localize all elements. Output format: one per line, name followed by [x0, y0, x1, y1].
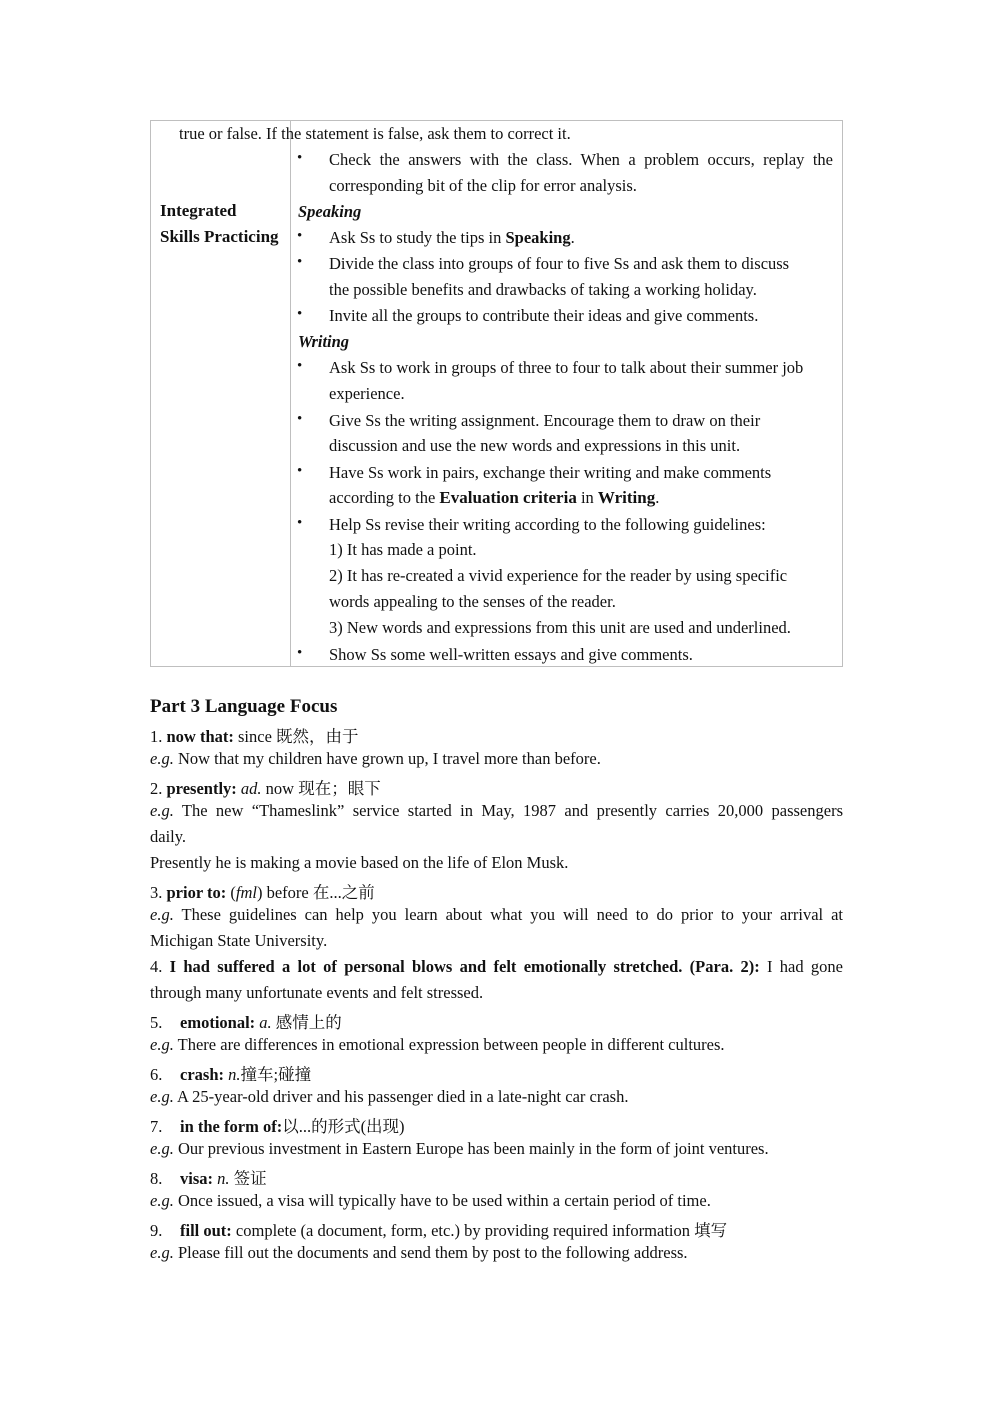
item-4-definition-line-2: through many unfortunate events and felt stressed.: [150, 983, 484, 1002]
check-answers-line-2: corresponding bit of the clip for error analysis.: [329, 176, 637, 195]
table-column-divider: [290, 121, 291, 666]
item-8-term: 8. visa: n. 签证: [150, 1169, 267, 1188]
item-2-example-2: Presently he is making a movie based on the life of Elon Musk.: [150, 853, 569, 872]
bullet: •: [297, 150, 303, 166]
bullet: •: [297, 358, 303, 374]
section-label-line-2: Skills Practicing: [160, 227, 279, 246]
bullet: •: [297, 254, 303, 270]
item-7-term: 7. in the form of:以...的形式(出现): [150, 1117, 405, 1136]
item-1-example: e.g. Now that my children have grown up, I travel more than before.: [150, 749, 601, 768]
bullet: •: [297, 411, 303, 427]
item-2-example-line-1: e.g. The new “Thameslink” service started in May, 1987 and presently carries 20,000 passengers: [150, 801, 843, 820]
pairs-line-2: according to the Evaluation criteria in Writing.: [329, 488, 660, 507]
check-answers-line-1: Check the answers with the class. When a problem occurs, replay the: [329, 150, 833, 169]
item-3-example-line-1: e.g. These guidelines can help you learn about what you will need to do prior to your arrival at: [150, 905, 843, 924]
guideline-1: 1) It has made a point.: [329, 540, 477, 559]
speaking-tips-line: Ask Ss to study the tips in Speaking.: [329, 228, 575, 247]
revise-line: Help Ss revise their writing according to the following guidelines:: [329, 515, 766, 534]
item-6-term: 6. crash: n.撞车;碰撞: [150, 1065, 312, 1084]
part3-heading: Part 3 Language Focus: [150, 696, 338, 717]
item-2-example-line-2: daily.: [150, 827, 187, 846]
guideline-3: 3) New words and expressions from this unit are used and underlined.: [329, 618, 791, 637]
writing-heading: Writing: [298, 332, 350, 351]
groups-line-1: Ask Ss to work in groups of three to four to talk about their summer job: [329, 358, 804, 377]
item-3-example-line-2: Michigan State University.: [150, 931, 328, 950]
guideline-2-line-2: words appealing to the senses of the reader.: [329, 592, 616, 611]
bullet: •: [297, 463, 303, 479]
assign-line-1: Give Ss the writing assignment. Encourage them to draw on their: [329, 411, 761, 430]
item-5-term: 5. emotional: a. 感情上的: [150, 1013, 342, 1032]
item-9-example: e.g. Please fill out the documents and send them by post to the following address.: [150, 1243, 688, 1262]
guideline-2-line-1: 2) It has re-created a vivid experience for the reader by using specific: [329, 566, 788, 585]
continued-line: true or false. If the statement is false, ask them to correct it.: [179, 124, 571, 143]
item-9-term: 9. fill out: complete (a document, form, etc.) by providing required information 填写: [150, 1221, 728, 1240]
bullet: •: [297, 645, 303, 661]
invite-line: Invite all the groups to contribute their ideas and give comments.: [329, 306, 759, 325]
table-left-cell: [151, 121, 290, 666]
bullet: •: [297, 515, 303, 531]
bullet: •: [297, 228, 303, 244]
item-2-term: 2. presently: ad. now 现在；眼下: [150, 779, 381, 798]
bullet: •: [297, 306, 303, 322]
item-4-term: 4. I had suffered a lot of personal blows and felt emotionally stretched. (Para. 2): I had gone: [150, 957, 843, 976]
groups-line-2: experience.: [329, 384, 405, 403]
divide-line-1: Divide the class into groups of four to five Ss and ask them to discuss: [329, 254, 790, 273]
item-3-term: 3. prior to: (fml) before 在...之前: [150, 883, 375, 902]
pairs-line-1: Have Ss work in pairs, exchange their writing and make comments: [329, 463, 772, 482]
item-1-term: 1. now that: since 既然，由于: [150, 727, 359, 746]
section-label-line-1: Integrated: [160, 201, 237, 220]
item-7-example: e.g. Our previous investment in Eastern Europe has been mainly in the form of joint ventures.: [150, 1139, 769, 1158]
divide-line-2: the possible benefits and drawbacks of taking a working holiday.: [329, 280, 757, 299]
item-6-example: e.g. A 25-year-old driver and his passenger died in a late-night car crash.: [150, 1087, 629, 1106]
assign-line-2: discussion and use the new words and expressions in this unit.: [329, 436, 741, 455]
speaking-heading: Speaking: [298, 202, 362, 221]
show-essays-line: Show Ss some well-written essays and give comments.: [329, 645, 693, 664]
item-5-example: e.g. There are differences in emotional expression between people in different cultures.: [150, 1035, 725, 1054]
item-8-example: e.g. Once issued, a visa will typically have to be used within a certain period of time.: [150, 1191, 711, 1210]
